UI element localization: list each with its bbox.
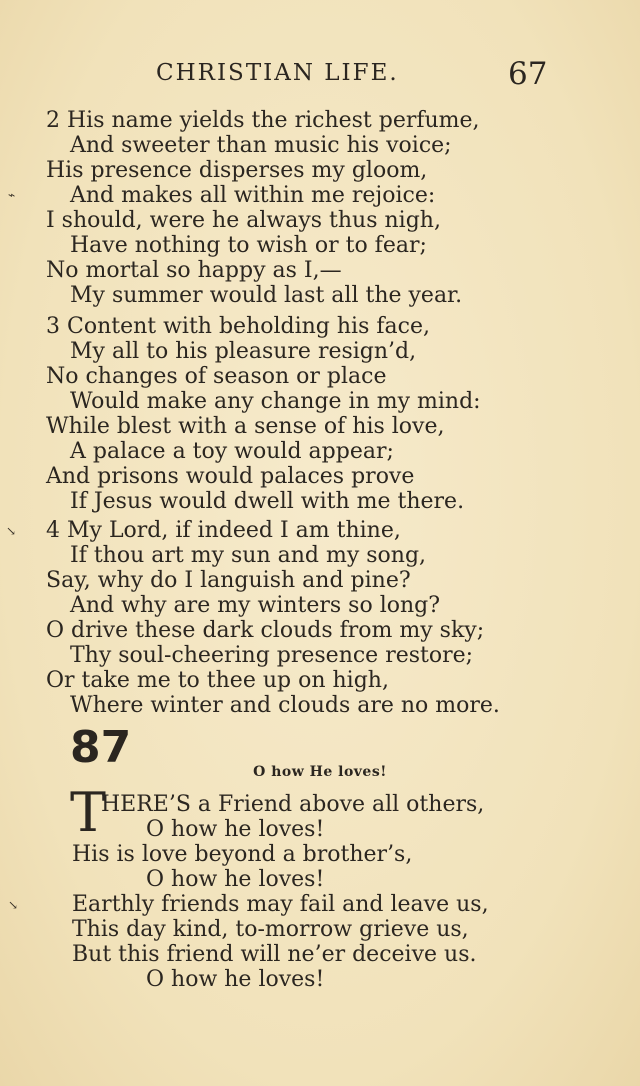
verse-line: Would make any change in my mind: [70,389,481,414]
verse-line: Where winter and clouds are no more. [70,693,500,718]
drop-cap-letter: T [70,781,107,844]
verse-line: Say, why do I languish and pine? [46,568,411,593]
verse-line: If Jesus would dwell with me there. [70,489,465,514]
verse-line: His is love beyond a brother’s, [72,842,413,867]
verse-line: This day kind, to-morrow grieve us, [72,917,469,942]
verse-line: 2 His name yields the richest perfume, [46,108,480,133]
verse-line: A palace a toy would appear; [70,439,394,464]
verse-line: If thou art my sun and my song, [70,543,427,568]
verse-line: HERE’S a Friend above all others, [101,792,485,817]
verse-line: 3 Content with beholding his face, [46,314,430,339]
margin-mark-icon: ⌁ [8,188,16,202]
hymn-title: O how He loves! [253,764,387,780]
verse-line: And makes all within me rejoice: [70,183,436,208]
refrain-line: O how he loves! [146,967,325,992]
page-header [0,56,640,96]
verse-line: And prisons would palaces prove [46,464,415,489]
page-number: 67 [508,56,548,92]
verse-line: His presence disperses my gloom, [46,158,428,183]
refrain-line: O how he loves! [146,817,325,842]
verse-line: No mortal so happy as I,— [46,258,342,283]
verse-line: Or take me to thee up on high, [46,668,389,693]
verse-line: Have nothing to wish or to fear; [70,233,427,258]
verse-line: Thy soul-cheering presence restore; [70,643,474,668]
verse-line: No changes of season or place [46,364,387,389]
running-title: CHRISTIAN LIFE. [156,60,399,86]
refrain-line: O how he loves! [146,867,325,892]
hymn-number: 87 [70,722,132,773]
margin-mark-icon: ↘ [8,898,19,912]
verse-line: And sweeter than music his voice; [70,133,452,158]
verse-line: My summer would last all the year. [70,283,463,308]
verse-line: My all to his pleasure resign’d, [70,339,417,364]
verse-line: 4 My Lord, if indeed I am thine, [46,518,401,543]
margin-mark-icon: ↘ [6,524,17,538]
verse-line: Earthly friends may fail and leave us, [72,892,489,917]
verse-line: I should, were he always thus nigh, [46,208,441,233]
verse-line: But this friend will ne’er deceive us. [72,942,477,967]
verse-line: While blest with a sense of his love, [46,414,445,439]
verse-line: And why are my winters so long? [70,593,441,618]
verse-line: O drive these dark clouds from my sky; [46,618,485,643]
